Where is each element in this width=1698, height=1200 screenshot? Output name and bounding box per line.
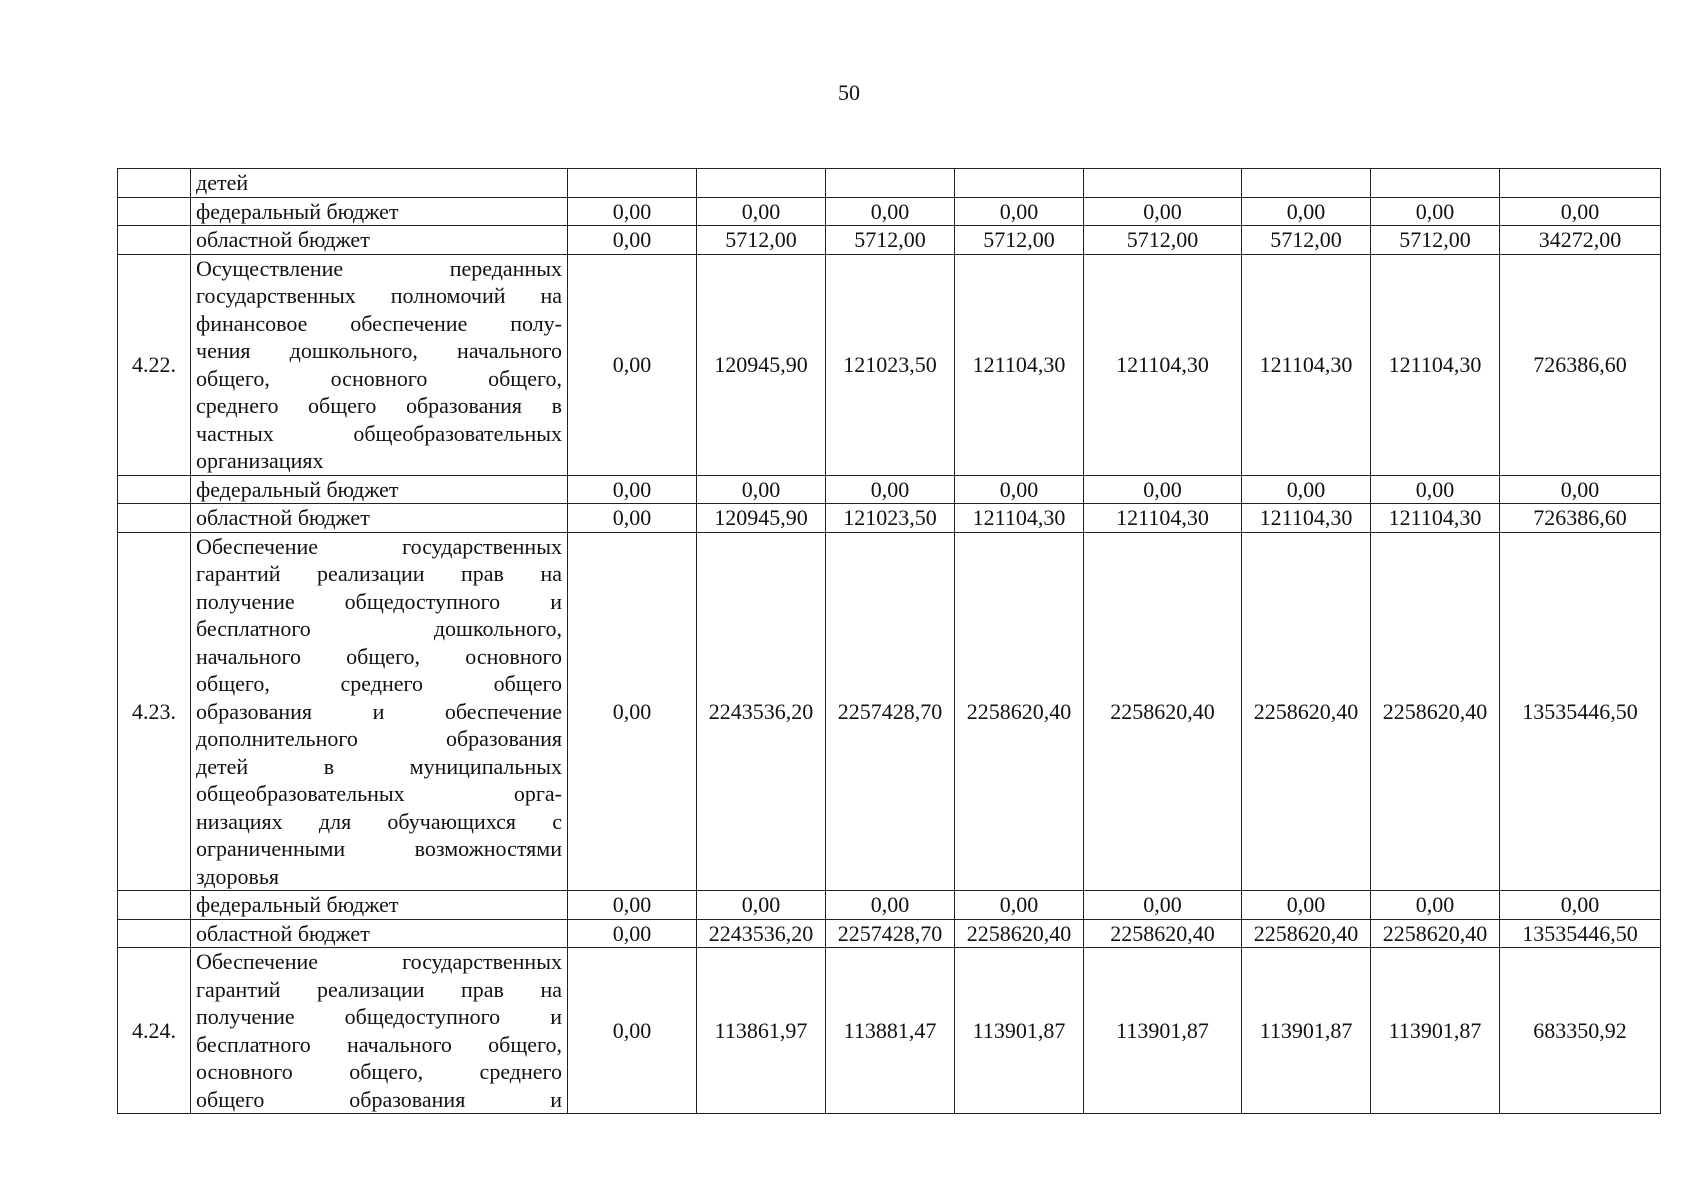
row-number-cell: [118, 169, 191, 198]
row-name-line: получение общедоступного и: [196, 588, 562, 614]
value-cell: 0,00: [568, 197, 697, 226]
value-cell: 0,00: [1084, 475, 1242, 504]
value-cell: [697, 169, 826, 198]
value-cell: 34272,00: [1500, 226, 1661, 255]
row-number-cell: [118, 504, 191, 533]
value-cell: 2243536,20: [697, 919, 826, 948]
row-number-cell: [118, 919, 191, 948]
value-cell: 683350,92: [1500, 948, 1661, 1114]
value-cell: 0,00: [697, 891, 826, 920]
value-cell: 113901,87: [955, 948, 1084, 1114]
value-cell: 121104,30: [1371, 504, 1500, 533]
row-name-line: низациях для обучающихся с: [196, 808, 562, 834]
row-name-line: здоровья: [196, 863, 280, 889]
row-name-cell: [191, 948, 568, 1114]
value-cell: 0,00: [1242, 891, 1371, 920]
value-cell: 0,00: [1242, 197, 1371, 226]
row-name-line: общего, среднего общего: [196, 671, 562, 696]
value-cell: [955, 169, 1084, 198]
row-number-cell: [118, 891, 191, 920]
value-cell: 0,00: [1500, 891, 1661, 920]
row-name-line: государственных полномочий на: [196, 283, 562, 308]
value-cell: 0,00: [568, 254, 697, 475]
row-name-line: общеобразовательных орга-: [196, 781, 562, 806]
row-name-line: чения дошкольного, начального: [196, 338, 562, 363]
value-cell: 0,00: [1500, 475, 1661, 504]
row-name-line: Обеспечение государственных: [196, 949, 562, 974]
row-name-line: детей в муниципальных: [196, 753, 562, 779]
row-number-cell: 4.24.: [118, 948, 191, 1114]
row-name-line: Обеспечение государственных: [196, 533, 562, 559]
value-cell: 0,00: [826, 475, 955, 504]
value-cell: [1084, 169, 1242, 198]
value-cell: 2258620,40: [1084, 532, 1242, 891]
table-row: [118, 532, 1661, 891]
table-row: [118, 919, 1661, 948]
row-name-line: Осуществление переданных: [196, 255, 562, 281]
row-name-line: организациях: [196, 448, 324, 473]
value-cell: 2257428,70: [826, 532, 955, 891]
value-cell: 2258620,40: [1371, 919, 1500, 948]
table-body: [118, 169, 1661, 1114]
value-cell: 0,00: [1500, 197, 1661, 226]
row-name-line: получение общедоступного и: [196, 1004, 562, 1029]
row-name-cell: областной бюджет: [191, 919, 568, 948]
value-cell: 0,00: [1242, 475, 1371, 504]
row-name-cell: федеральный бюджет: [191, 475, 568, 504]
value-cell: 726386,60: [1500, 254, 1661, 475]
value-cell: 113901,87: [1371, 948, 1500, 1114]
row-name-cell: областной бюджет: [191, 226, 568, 255]
value-cell: 121023,50: [826, 504, 955, 533]
value-cell: 2243536,20: [697, 532, 826, 891]
value-cell: 0,00: [568, 504, 697, 533]
value-cell: [826, 169, 955, 198]
row-number-cell: [118, 197, 191, 226]
row-name-line: начального общего, основного: [196, 643, 562, 669]
row-number-cell: 4.23.: [118, 532, 191, 891]
row-name-cell: детей: [191, 169, 568, 198]
value-cell: 121104,30: [1084, 254, 1242, 475]
row-name-line: частных общеобразовательных: [196, 420, 562, 446]
table-row: [118, 948, 1661, 1114]
value-cell: 121104,30: [1371, 254, 1500, 475]
value-cell: 0,00: [568, 891, 697, 920]
value-cell: 121023,50: [826, 254, 955, 475]
value-cell: 2258620,40: [955, 919, 1084, 948]
row-name-line: основного общего, среднего: [196, 1059, 562, 1084]
value-cell: 5712,00: [1242, 226, 1371, 255]
table-row: [118, 504, 1661, 533]
value-cell: 5712,00: [1084, 226, 1242, 255]
value-cell: 13535446,50: [1500, 919, 1661, 948]
value-cell: [1500, 169, 1661, 198]
value-cell: 113901,87: [1242, 948, 1371, 1114]
value-cell: 0,00: [1371, 197, 1500, 226]
value-cell: 0,00: [568, 948, 697, 1114]
value-cell: 726386,60: [1500, 504, 1661, 533]
row-name-line: бесплатного дошкольного,: [196, 616, 562, 641]
value-cell: 0,00: [1084, 197, 1242, 226]
table-row: [118, 197, 1661, 226]
value-cell: 121104,30: [1242, 504, 1371, 533]
value-cell: 121104,30: [955, 504, 1084, 533]
value-cell: 0,00: [697, 197, 826, 226]
value-cell: 0,00: [697, 475, 826, 504]
row-name-line: финансовое обеспечение полу-: [196, 310, 562, 336]
table-row: [118, 226, 1661, 255]
row-name-line: среднего общего образования в: [196, 393, 562, 418]
row-name-cell: федеральный бюджет: [191, 197, 568, 226]
value-cell: 2258620,40: [1242, 532, 1371, 891]
table-row: [118, 169, 1661, 198]
value-cell: [568, 169, 697, 198]
value-cell: 2258620,40: [1084, 919, 1242, 948]
value-cell: 120945,90: [697, 504, 826, 533]
value-cell: 13535446,50: [1500, 532, 1661, 891]
row-name-line: гарантий реализации прав на: [196, 561, 562, 586]
value-cell: 0,00: [955, 891, 1084, 920]
value-cell: 0,00: [955, 197, 1084, 226]
table-row: [118, 475, 1661, 504]
value-cell: 0,00: [955, 475, 1084, 504]
value-cell: 0,00: [1371, 475, 1500, 504]
value-cell: 2258620,40: [955, 532, 1084, 891]
value-cell: 121104,30: [955, 254, 1084, 475]
value-cell: 120945,90: [697, 254, 826, 475]
table-row: [118, 254, 1661, 475]
value-cell: 2257428,70: [826, 919, 955, 948]
row-name-line: дополнительного образования: [196, 726, 562, 751]
value-cell: 5712,00: [826, 226, 955, 255]
value-cell: 0,00: [826, 891, 955, 920]
value-cell: 5712,00: [697, 226, 826, 255]
row-name-line: образования и обеспечение: [196, 698, 562, 724]
value-cell: 5712,00: [1371, 226, 1500, 255]
value-cell: 121104,30: [1242, 254, 1371, 475]
value-cell: 0,00: [568, 532, 697, 891]
row-name-line: бесплатного начального общего,: [196, 1031, 562, 1057]
value-cell: 2258620,40: [1371, 532, 1500, 891]
row-name-line: общего, основного общего,: [196, 365, 562, 391]
value-cell: 113861,97: [697, 948, 826, 1114]
row-name-cell: областной бюджет: [191, 504, 568, 533]
value-cell: 113881,47: [826, 948, 955, 1114]
row-name-line: общего образования и: [196, 1086, 562, 1112]
value-cell: [1371, 169, 1500, 198]
row-name-line: гарантий реализации прав на: [196, 976, 562, 1002]
value-cell: 0,00: [826, 197, 955, 226]
row-name-line: ограниченными возможностями: [196, 836, 562, 861]
value-cell: 0,00: [1371, 891, 1500, 920]
row-name-cell: [191, 254, 568, 475]
value-cell: 5712,00: [955, 226, 1084, 255]
value-cell: 121104,30: [1084, 504, 1242, 533]
row-number-cell: [118, 475, 191, 504]
row-number-cell: [118, 226, 191, 255]
value-cell: [1242, 169, 1371, 198]
row-name-cell: федеральный бюджет: [191, 891, 568, 920]
value-cell: 0,00: [568, 226, 697, 255]
value-cell: 0,00: [568, 919, 697, 948]
page-number: 50: [838, 80, 860, 105]
budget-table: [117, 168, 1661, 1114]
row-number-cell: 4.22.: [118, 254, 191, 475]
row-name-cell: [191, 532, 568, 891]
value-cell: 113901,87: [1084, 948, 1242, 1114]
value-cell: 2258620,40: [1242, 919, 1371, 948]
value-cell: 0,00: [568, 475, 697, 504]
table-row: [118, 891, 1661, 920]
value-cell: 0,00: [1084, 891, 1242, 920]
